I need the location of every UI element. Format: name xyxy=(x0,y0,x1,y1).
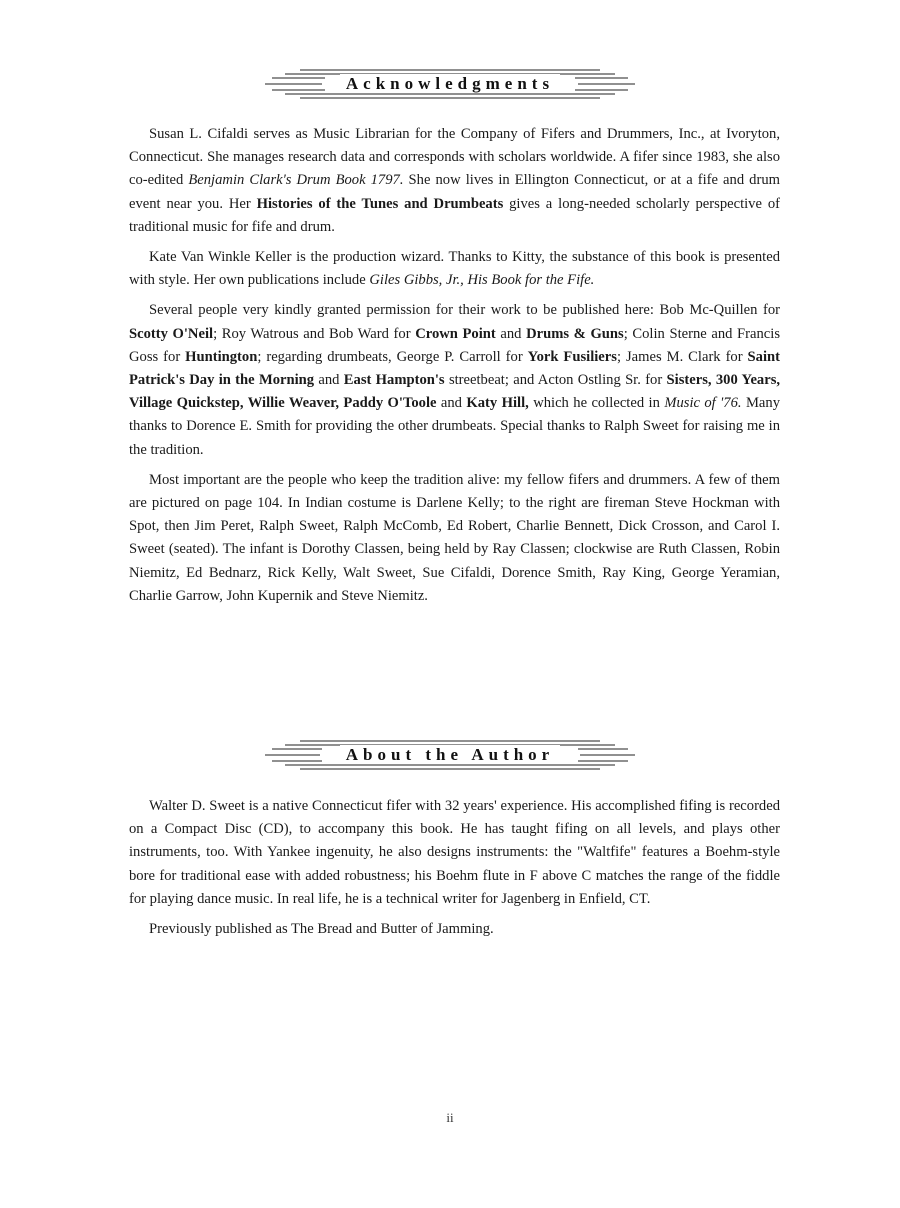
page-number: ii xyxy=(446,1110,454,1125)
acknowledgments-heading: Acknowledgments xyxy=(340,74,560,93)
ack-paragraph-3: Several people very kindly granted permission for their work to be published here: Bob Mc-Quillen for Scotty O'Neil; Roy Watrous and Bob Ward for Crown Point and Drums & Guns; Colin Sterne and Francis Goss for Huntington; regarding drumbeats, George P. Carroll for York Fusiliers; James M. Clark for Saint Patrick's Day in the Morning and East Hampton's streetbeat; and Acton Ostling Sr. for Sisters, 300 Years, Village Quickstep, Willie Weaver, Paddy O'Toole and Katy Hill, which he collected in Music of '76. Many thanks to Dorence E. Smith for providing the other drumbeats. Special thanks to Ralph Sweet for raising me in the tradition. xyxy=(129,302,781,458)
about-author-body xyxy=(129,795,780,948)
about-author-heading-block xyxy=(0,737,900,777)
ack-paragraph-1: Susan L. Cifaldi serves as Music Librarian for the Company of Fifers and Drummers, Inc., at Ivoryton, Connecticut. She manages research data and corresponds with scholars worldwide. A fifer since 1983, she also co-edited Benjamin Clark's Drum Book 1797. She now lives in Ellington Connecticut, or at a fife and drum event near you. Her Histories of the Tunes and Drumbeats gives a long-needed scholarly perspective of traditional music for fife and drum. xyxy=(129,126,780,235)
ack-paragraph-4: Most important are the people who keep the tradition alive: my fellow fifers and drummers. A few of them are pictured on page 104. In Indian costume is Darlene Kelly; to the right are fireman Steve Hockman with Spot, then Jim Peret, Ralph Sweet, Ralph McComb, Ed Robert, Charlie Bennett, Dick Crosson, and Carol I. Sweet (seated). The infant is Dorothy Classen, being held by Ray Classen; clockwise are Ruth Classen, Robin Niemitz, Ed Bednarz, Rick Kelly, Walt Sweet, Sue Cifaldi, Dorence Smith, Ray King, George Yeramian, Charlie Garrow, John Kupernik and Steve Niemitz. xyxy=(129,471,780,604)
acknowledgments-heading-block xyxy=(0,64,900,104)
ack-paragraph-2: Kate Van Winkle Keller is the production wizard. Thanks to Kitty, the substance of this book is presented with style. Her own publications include Giles Gibbs, Jr., His Book for the Fife. xyxy=(129,249,780,289)
author-paragraph-1: Walter D. Sweet is a native Connecticut fifer with 32 years' experience. His accomplished fifing is recorded on a Compact Disc (CD), to accompany this book. He has taught fifing on all levels, and plays other instruments, too. With Yankee ingenuity, he also designs instruments: the "Waltfife" features a Boehm-style bore for traditional ease with added robustness; his Boehm flute in F above C matches the range of the fiddle for playing dance music. In real life, he is a technical writer for Jagenberg in Enfield, CT. xyxy=(129,798,780,907)
acknowledgments-body xyxy=(129,123,780,615)
about-author-heading: About the Author xyxy=(340,745,560,764)
author-paragraph-2: Previously published as The Bread and Butter of Jamming. xyxy=(149,921,494,938)
